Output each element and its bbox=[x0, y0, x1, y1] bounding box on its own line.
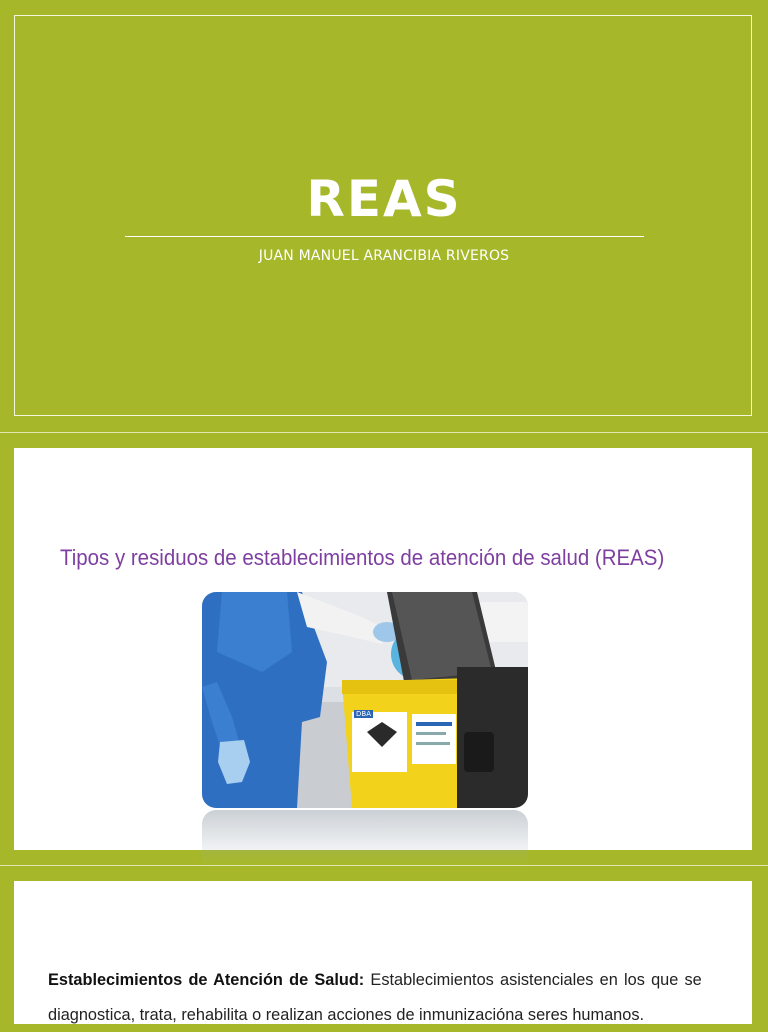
slide-title: REAS bbox=[306, 170, 462, 228]
slide-heading: Tipos y residuos de establecimientos de atención de salud (REAS) bbox=[60, 545, 665, 570]
author-name: JUAN MANUEL ARANCIBIA RIVEROS bbox=[258, 248, 510, 264]
waste-bin-photo bbox=[202, 592, 528, 808]
bin-label: DBA bbox=[356, 710, 371, 718]
definition-term: Establecimientos de Atención de Salud: bbox=[48, 970, 365, 989]
title-divider bbox=[125, 236, 644, 237]
definition-paragraph bbox=[48, 962, 702, 1032]
definition-text: Establecimientos asistenciales en los que se diagnostica, trata, rehabilita o realizan acciones de inmunizacióna seres humanos. bbox=[48, 970, 702, 1024]
photo-reflection bbox=[202, 810, 528, 865]
